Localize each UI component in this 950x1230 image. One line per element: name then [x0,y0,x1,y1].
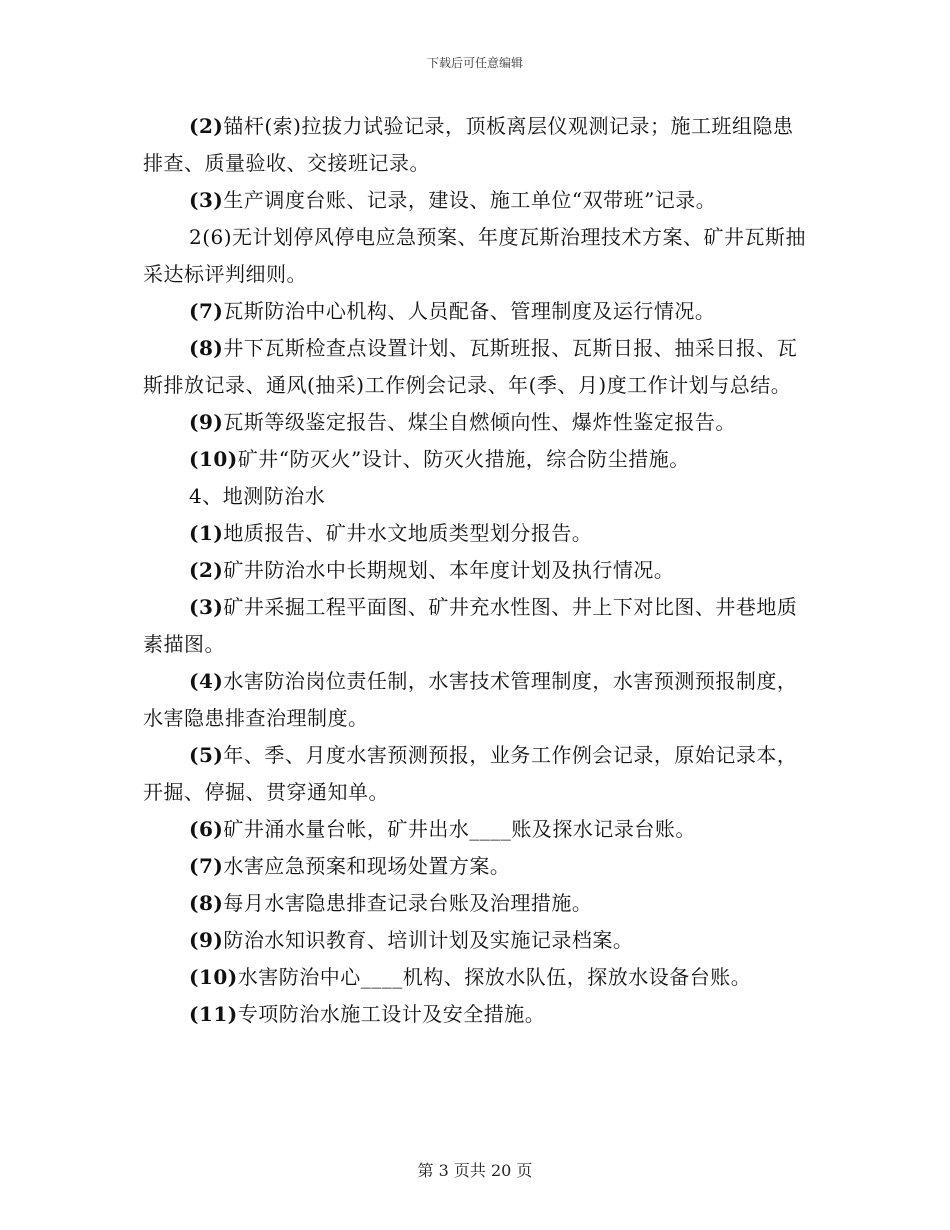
item-number: (2) [189,558,224,582]
paragraph-text: 每月水害隐患排查记录台账及治理措施。 [223,891,593,915]
paragraph-text: 专项防治水施工设计及安全措施。 [237,1002,546,1026]
paragraph [143,811,813,848]
item-number: (10) [189,447,238,471]
item-number: (8) [189,891,224,915]
item-number: (5) [189,743,224,767]
paragraph [143,737,813,811]
item-number: (6) [189,817,224,841]
paragraph-text: 2(6)无计划停风停电应急预案、年度瓦斯治理技术方案、矿井瓦斯抽采达标评判细则。 [143,225,807,286]
item-number: (3) [189,188,224,212]
paragraph-text: 年、季、月度水害预测预报，业务工作例会记录，原始记录本，开掘、停掘、贯穿通知单。 [143,743,798,804]
paragraph-text: 水害防治中心 [237,965,361,989]
item-number: (11) [189,1002,238,1026]
paragraph-text: 锚杆(索)拉拔力试验记录，顶板离层仪观测记录；施工班组隐患排查、质量验收、交接班记录。 [143,114,794,175]
section-heading [143,478,813,515]
paragraph [143,515,813,552]
paragraph-text: 水害防治岗位责任制，水害技术管理制度，水害预测预报制度，水害隐患排查治理制度。 [143,669,798,730]
paragraph [143,441,813,478]
item-number: (1) [189,521,224,545]
body-text [143,108,813,1033]
paragraph [143,108,813,182]
paragraph-text: 生产调度台账、记录，建设、施工单位“双带班”记录。 [223,188,717,212]
paragraph [143,663,813,737]
item-number: (9) [189,928,224,952]
paragraph-text: 防治水知识教育、培训计划及实施记录档案。 [223,928,634,952]
paragraph-text: 井下瓦斯检查点设置计划、瓦斯班报、瓦斯日报、抽采日报、瓦斯排放记录、通风(抽采)工作例会记录、年(季、月)度工作计划与总结。 [143,336,798,397]
paragraph-text: 矿井涌水量台帐，矿井出水 [223,817,470,841]
paragraph [143,404,813,441]
item-number: (4) [189,669,224,693]
paragraph [143,182,813,219]
fill-blank: ____ [360,965,403,989]
paragraph-text: 矿井防治水中长期规划、本年度计划及执行情况。 [223,558,675,582]
paragraph-text: 瓦斯防治中心机构、人员配备、管理制度及运行情况。 [223,299,716,323]
paragraph-text-continued: 账及探水记录台账。 [511,817,696,841]
paragraph [143,959,813,996]
paragraph [143,219,813,293]
paragraph [143,552,813,589]
page-number: 第 3 页共 20 页 [417,1161,533,1180]
paragraph [143,293,813,330]
paragraph [143,848,813,885]
item-number: (2) [189,114,224,138]
page-header: 下载后可任意编辑 [426,56,523,70]
paragraph [143,922,813,959]
paragraph [143,996,813,1033]
paragraph-text: 瓦斯等级鉴定报告、煤尘自燃倾向性、爆炸性鉴定报告。 [223,410,736,434]
paragraph [143,589,813,663]
paragraph-text: 矿井“防灭火”设计、防灭火措施，综合防尘措施。 [237,447,690,471]
item-number: (3) [189,595,224,619]
item-number: (7) [189,854,224,878]
paragraph-text: 地质报告、矿井水文地质类型划分报告。 [223,521,593,545]
paragraph [143,885,813,922]
paragraph-text-continued: 机构、探放水队伍，探放水设备台账。 [402,965,752,989]
paragraph [143,330,813,404]
paragraph-text: 矿井采掘工程平面图、矿井充水性图、井上下对比图、井巷地质素描图。 [143,595,798,656]
item-number: (9) [189,410,224,434]
item-number: (8) [189,336,224,360]
paragraph-text: 4、地测防治水 [189,484,326,508]
item-number: (10) [189,965,238,989]
item-number: (7) [189,299,224,323]
fill-blank: ____ [469,817,512,841]
paragraph-text: 水害应急预案和现场处置方案。 [223,854,511,878]
